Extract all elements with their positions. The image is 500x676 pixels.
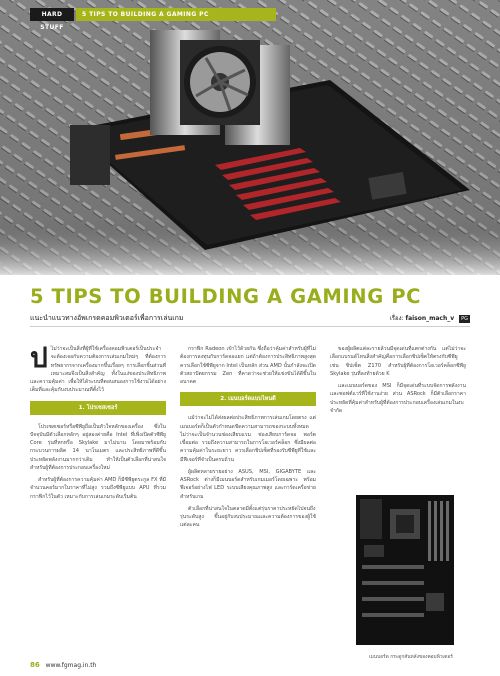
motherboard-image <box>356 495 454 645</box>
header-title: 5 TIPS TO BUILDING A GAMING PC <box>76 8 276 21</box>
section-label: HARD STUFF <box>30 8 74 21</box>
paragraph: แม้ว่าจะไม่ได้ส่งผลต่อประสิทธิภาพการเล่นเกมโดยตรง แต่เมนบอร์ดก็เป็นตัวกำหนดขีดความสามารถของระบบทั้งหมด ไม่ว่าจะเป็นจำนวนช่องเสียบแรม ช่องเสียบการ์ดจอ พอร์ตเชื่อมต่อ รวมถึงความสามารถในการโอเวอร์คล็อก ซึ่งมีผลต่อความคุ้มค่าในระยะยาว ควรเลือกชิปเซ็ตที่รองรับซีพียูที่ใช้และมีฟีเจอร์ที่จำเป็นครบถ้วน <box>180 415 316 463</box>
column-3 <box>330 345 466 419</box>
page-footer <box>30 661 96 669</box>
paragraph: และเมนบอร์ดของ MSI ก็มีจุดเด่นที่ระบบจัดการพลังงานและซอฟต์แวร์ที่ใช้งานง่าย ส่วน ASRock ก็มีตัวเลือกราคาประหยัดที่คุ้มค่าสำหรับผู้ที่ต้องการประกอบเครื่องเล่นเกมในงบจำกัด <box>330 383 466 414</box>
byline <box>390 313 470 323</box>
drop-cap: ป <box>30 341 48 374</box>
paragraph: โปรเซสเซอร์หรือซีพียูถือเป็นหัวใจหลักของเครื่อง ซึ่งในปัจจุบันมีตัวเลือกหลักๆ อยู่สองค่ายคือ Intel ที่เพิ่งเปิดตัวซีพียู Core รุ่นที่หกหรือ Skylake มาไม่นาน โดยมาพร้อมกับกระบวนการผลิต 14 นาโนเมตร และประสิทธิภาพที่ดีขึ้น ประหยัดพลังงานมากกว่าเดิม ทำให้เป็นตัวเลือกที่น่าสนใจสำหรับผู้ที่ต้องการประกอบเครื่องใหม่ <box>30 423 166 471</box>
column-1 <box>30 341 166 505</box>
footer-url: www.fgmag.in.th <box>45 662 97 669</box>
intro-paragraph: ปไม่ว่าจะเป็นสิ่งที่ผู้ที่ใช้เครื่องคอมพิวเตอร์เป็นประจำจะต้องเจอกับความต้องการเล่นเกมใหม่ๆ ที่ต้องการทรัพยากรจากเครื่องมากขึ้นเรื่อยๆ การเลือกชิ้นส่วนที่เหมาะสมจึงเป็นสิ่งสำคัญ ทั้งในแง่ของประสิทธิภาพและความคุ้มค่า เพื่อให้ได้ระบบที่ตอบสนองการใช้งานได้อย่างเต็มที่และคุ้มกับงบประมาณที่ตั้งไว้ <box>30 341 166 394</box>
section-heading-2: 2. เมนบอร์ดแบบไหนดี <box>180 392 316 406</box>
running-header <box>0 8 500 31</box>
article-subtitle: แนะนำแนวทางอัพเกรดคอมพิวเตอร์เพื่อการเล่นเกม <box>30 314 184 322</box>
column-2 <box>180 345 316 534</box>
byline-label: เรื่อง: <box>389 315 404 322</box>
paragraph: ของผู้ผลิตแต่ละรายล้วนมีจุดเด่นที่แตกต่างกัน แต่ไม่ว่าจะเลือกแบรนด์ไหนสิ่งสำคัญคือการเลือกชิปเซ็ตให้ตรงกับซีพียู เช่น ชิปเซ็ต Z170 สำหรับผู้ที่ต้องการโอเวอร์คล็อกซีพียู Skylake รุ่นที่ลงท้ายด้วย K <box>330 346 466 377</box>
hero-image <box>0 0 500 275</box>
paragraph: สำหรับผู้ที่ต้องการความคุ้มค่า AMD ก็มีซีพียูตระกูล FX ที่มีจำนวนคอร์มากในราคาที่ไม่สูง รวมถึงซีพียูแบบ APU ที่รวมกราฟิกไว้ในตัว เหมาะกับการเล่นเกมระดับเริ่มต้น <box>30 477 166 500</box>
figure-caption: เมนบอร์ด กระดูกสันหลังของคอมพิวเตอร์ <box>369 655 453 660</box>
paragraph: ผู้ผลิตหลายรายอย่าง ASUS, MSI, GIGABYTE และ ASRock ต่างก็มีเมนบอร์ดสำหรับเกมเมอร์โดยเฉพาะ พร้อมฟีเจอร์อย่างไฟ LED ระบบเสียงคุณภาพสูง และการ์ดเครือข่ายสำหรับเกม <box>180 468 316 500</box>
article-title: 5 TIPS TO BUILDING A GAMING PC <box>30 285 421 308</box>
section-heading-1: 1. โปรเซสเซอร์ <box>30 401 166 415</box>
page-number: 86 <box>30 661 40 669</box>
author-badge: PG <box>461 315 468 322</box>
byline-author: faison_mach_v <box>405 315 455 322</box>
title-divider <box>30 326 470 327</box>
paragraph: กราฟิก Radeon เข้าไว้ด้วยกัน ซึ่งถือว่าคุ้มค่าสำหรับผู้ที่ไม่ต้องการลงทุนกับการ์ดจอแยก แต่ถ้าต้องการประสิทธิภาพสูงสุดควรเลือกใช้ซีพียูจาก Intel เป็นหลัก ส่วน AMD นั้นกำลังจะเปิดตัวสถาปัตยกรรม Zen ที่คาดว่าจะช่วยให้แข่งขันได้ดีขึ้นในอนาคต <box>180 346 316 385</box>
paragraph: ตัวเลือกที่น่าสนใจในตลาดมีตั้งแต่รุ่นราคาประหยัดไปจนถึงรุ่นระดับสูง ขึ้นอยู่กับงบประมาณและความต้องการของผู้ใช้แต่ละคน <box>180 505 316 529</box>
